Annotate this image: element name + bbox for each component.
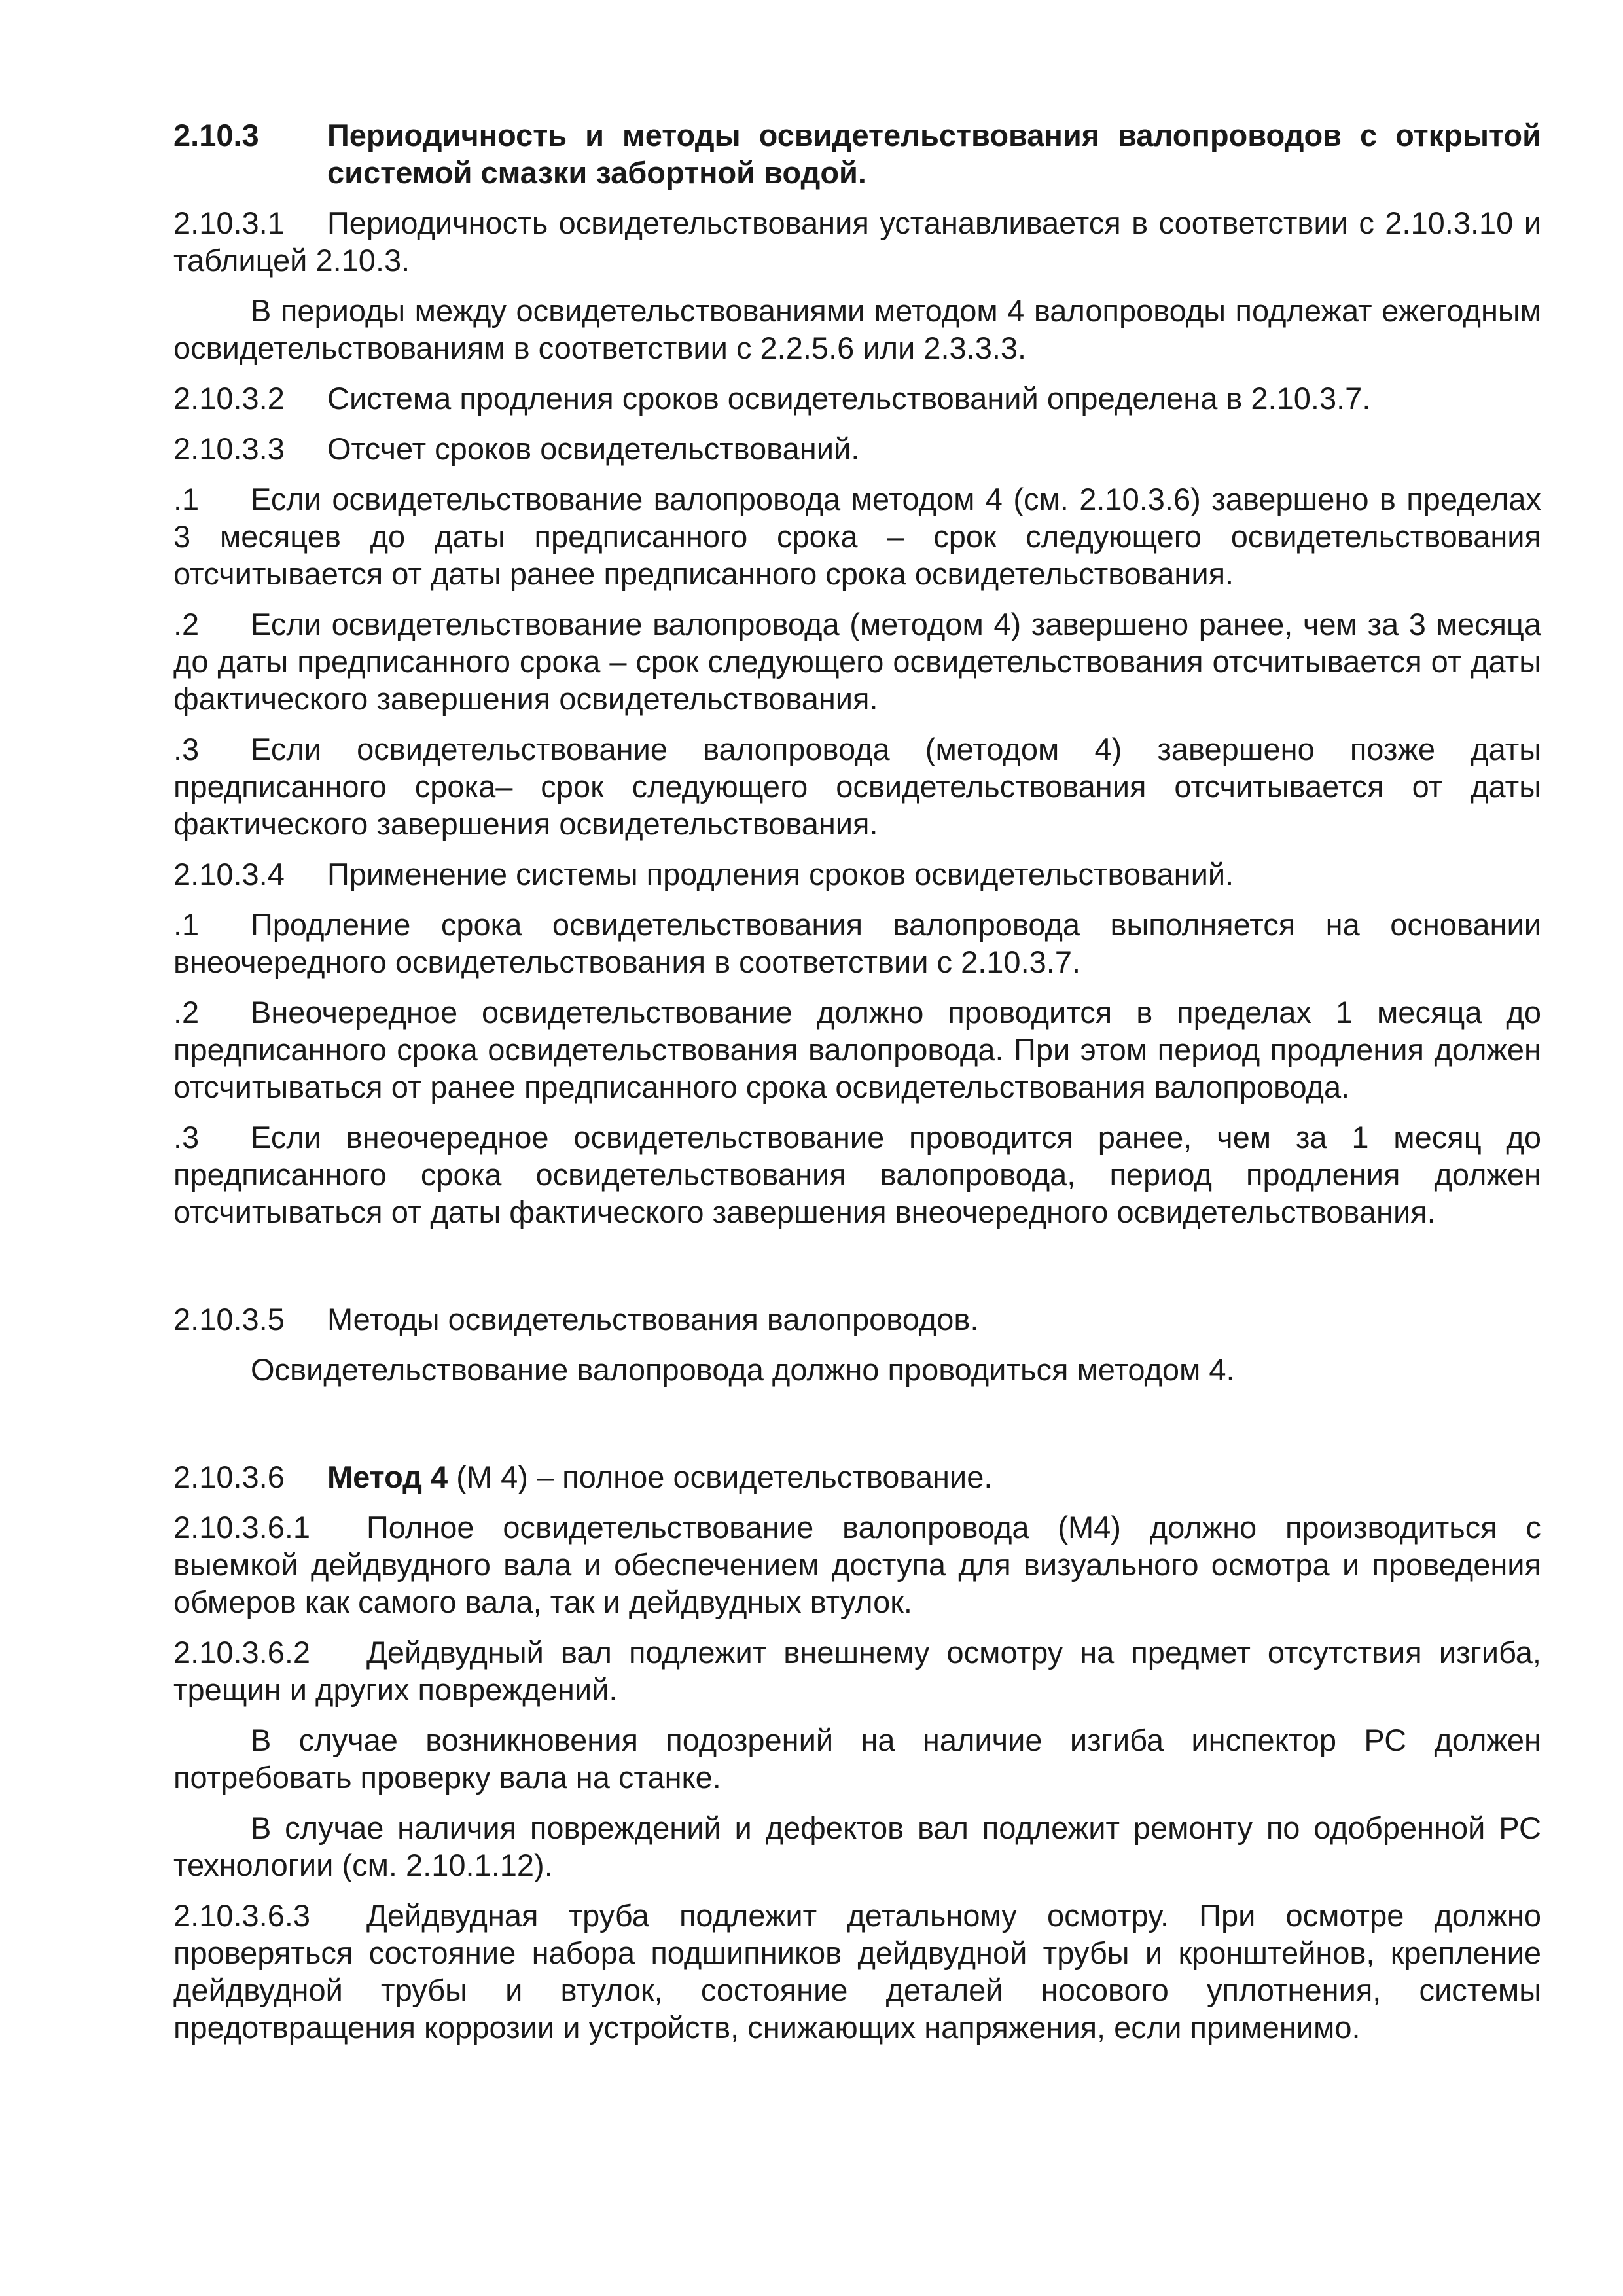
clause-number: 2.10.3.6 xyxy=(173,1460,285,1494)
clause-number: 2.10.3.1 xyxy=(173,206,285,240)
clause-2-10-3-4 xyxy=(173,855,1541,893)
list-item-number: .3 xyxy=(173,1120,200,1155)
clause-number: 2.10.3.3 xyxy=(173,431,285,466)
clause-text: Полное освидетельствование валопровода (М4) должно производиться с выемкой дейдвудного вала и обеспечением доступа для визуального осмотра и проведения обмеров как самого вала, так и дейдвудных втулок. xyxy=(173,1510,1541,1619)
clause-2-10-3-3 xyxy=(173,430,1541,467)
clause-number: 2.10.3.6.2 xyxy=(173,1635,311,1670)
section-heading xyxy=(173,117,1541,191)
list-item xyxy=(173,730,1541,842)
list-item-text: Если освидетельствование валопровода методом 4 (см. 2.10.3.6) завершено в пределах 3 месяцев до даты предписанного срока – срок следующего освидетельствования отсчитывается от даты ранее предписанного срока освидетельствования. xyxy=(173,482,1541,591)
clause-2-10-3-6 xyxy=(173,1458,1541,1496)
clause-text: Отсчет сроков освидетельствований. xyxy=(327,431,860,466)
method-description: (М 4) – полное освидетельствование. xyxy=(448,1460,993,1494)
list-item xyxy=(173,994,1541,1105)
list-item-text: Внеочередное освидетельствование должно проводится в пределах 1 месяца до предписанного срока освидетельствования валопровода. При этом период продления должен отсчитываться от ранее предписанного срока освидетельствования валопровода. xyxy=(173,995,1541,1104)
paragraph-annual-surveys: В периоды между освидетельствованиями методом 4 валопроводы подлежат ежегодным освидетельствованиям в соответствии с 2.2.5.6 или 2.3.3.3. xyxy=(173,293,1541,365)
list-item-text: Если освидетельствование валопровода (методом 4) завершено позже даты предписанного срока– срок следующего освидетельствования отсчитывается от даты фактического завершения освидетельствования. xyxy=(173,732,1541,841)
list-item-number: .2 xyxy=(173,607,200,641)
clause-text xyxy=(327,1458,1541,1496)
paragraph-repair: В случае наличия повреждений и дефектов вал подлежит ремонту по одобренной РС технологии (см. 2.10.1.12). xyxy=(173,1810,1541,1882)
paragraph-method-4: Освидетельствование валопровода должно проводиться методом 4. xyxy=(251,1352,1235,1387)
clause-number: 2.10.3.6.1 xyxy=(173,1510,311,1545)
clause-2-10-3-1 xyxy=(173,204,1541,279)
clause-number: 2.10.3.6.3 xyxy=(173,1898,311,1933)
clause-number: 2.10.3.2 xyxy=(173,381,285,416)
clause-text: Дейдвудная труба подлежит детальному осмотру. При осмотре должно проверяться состояние набора подшипников дейдвудной трубы и кронштейнов, крепление дейдвудной трубы и втулок, состояние деталей носового уплотнения, системы предотвращения коррозии и устройств, снижающих напряжения, если применимо. xyxy=(173,1898,1541,2045)
clause-text: Применение системы продления сроков освидетельствований. xyxy=(327,857,1234,891)
paragraph-bend-suspicion: В случае возникновения подозрений на наличие изгиба инспектор РС должен потребовать проверку вала на станке. xyxy=(173,1723,1541,1795)
list-item xyxy=(173,605,1541,717)
clause-text: Дейдвудный вал подлежит внешнему осмотру на предмет отсутствия изгиба, трещин и других повреждений. xyxy=(173,1635,1541,1707)
list-item-text: Если освидетельствование валопровода (методом 4) завершено ранее, чем за 3 месяца до даты предписанного срока – срок следующего освидетельствования отсчитывается от даты фактического завершения освидетельствования. xyxy=(173,607,1541,716)
clause-text: Методы освидетельствования валопроводов. xyxy=(327,1302,979,1336)
list-item-number: .1 xyxy=(173,482,200,516)
clause-text: Периодичность освидетельствования устанавливается в соответствии с 2.10.3.10 и таблицей 2.10.3. xyxy=(173,206,1541,278)
clause-2-10-3-6-1 xyxy=(173,1509,1541,1621)
method-label: Метод 4 xyxy=(327,1460,448,1494)
clause-2-10-3-2 xyxy=(173,380,1541,417)
list-item-number: .2 xyxy=(173,995,200,1030)
section-number: 2.10.3 xyxy=(173,118,259,152)
clause-number: 2.10.3.5 xyxy=(173,1302,285,1336)
clause-number: 2.10.3.4 xyxy=(173,857,285,891)
clause-2-10-3-6-2 xyxy=(173,1634,1541,1708)
document-body xyxy=(173,117,1541,2046)
list-item-number: .3 xyxy=(173,732,200,766)
list-item-text: Продление срока освидетельствования валопровода выполняется на основании внеочередного освидетельствования в соответствии с 2.10.3.7. xyxy=(173,907,1541,979)
list-item-text: Если внеочередное освидетельствование проводится ранее, чем за 1 месяц до предписанного срока освидетельствования валопровода, период продления должен отсчитываться от даты фактического завершения внеочередного освидетельствования. xyxy=(173,1120,1541,1229)
clause-2-10-3-6-3 xyxy=(173,1897,1541,2046)
list-item xyxy=(173,906,1541,980)
list-item-number: .1 xyxy=(173,907,200,942)
section-title: Периодичность и методы освидетельствования валопроводов с открытой системой смазки забортной водой. xyxy=(327,118,1541,190)
clause-text: Система продления сроков освидетельствований определена в 2.10.3.7. xyxy=(327,381,1371,416)
list-item xyxy=(173,480,1541,592)
clause-2-10-3-5 xyxy=(173,1300,1541,1338)
list-item xyxy=(173,1119,1541,1230)
